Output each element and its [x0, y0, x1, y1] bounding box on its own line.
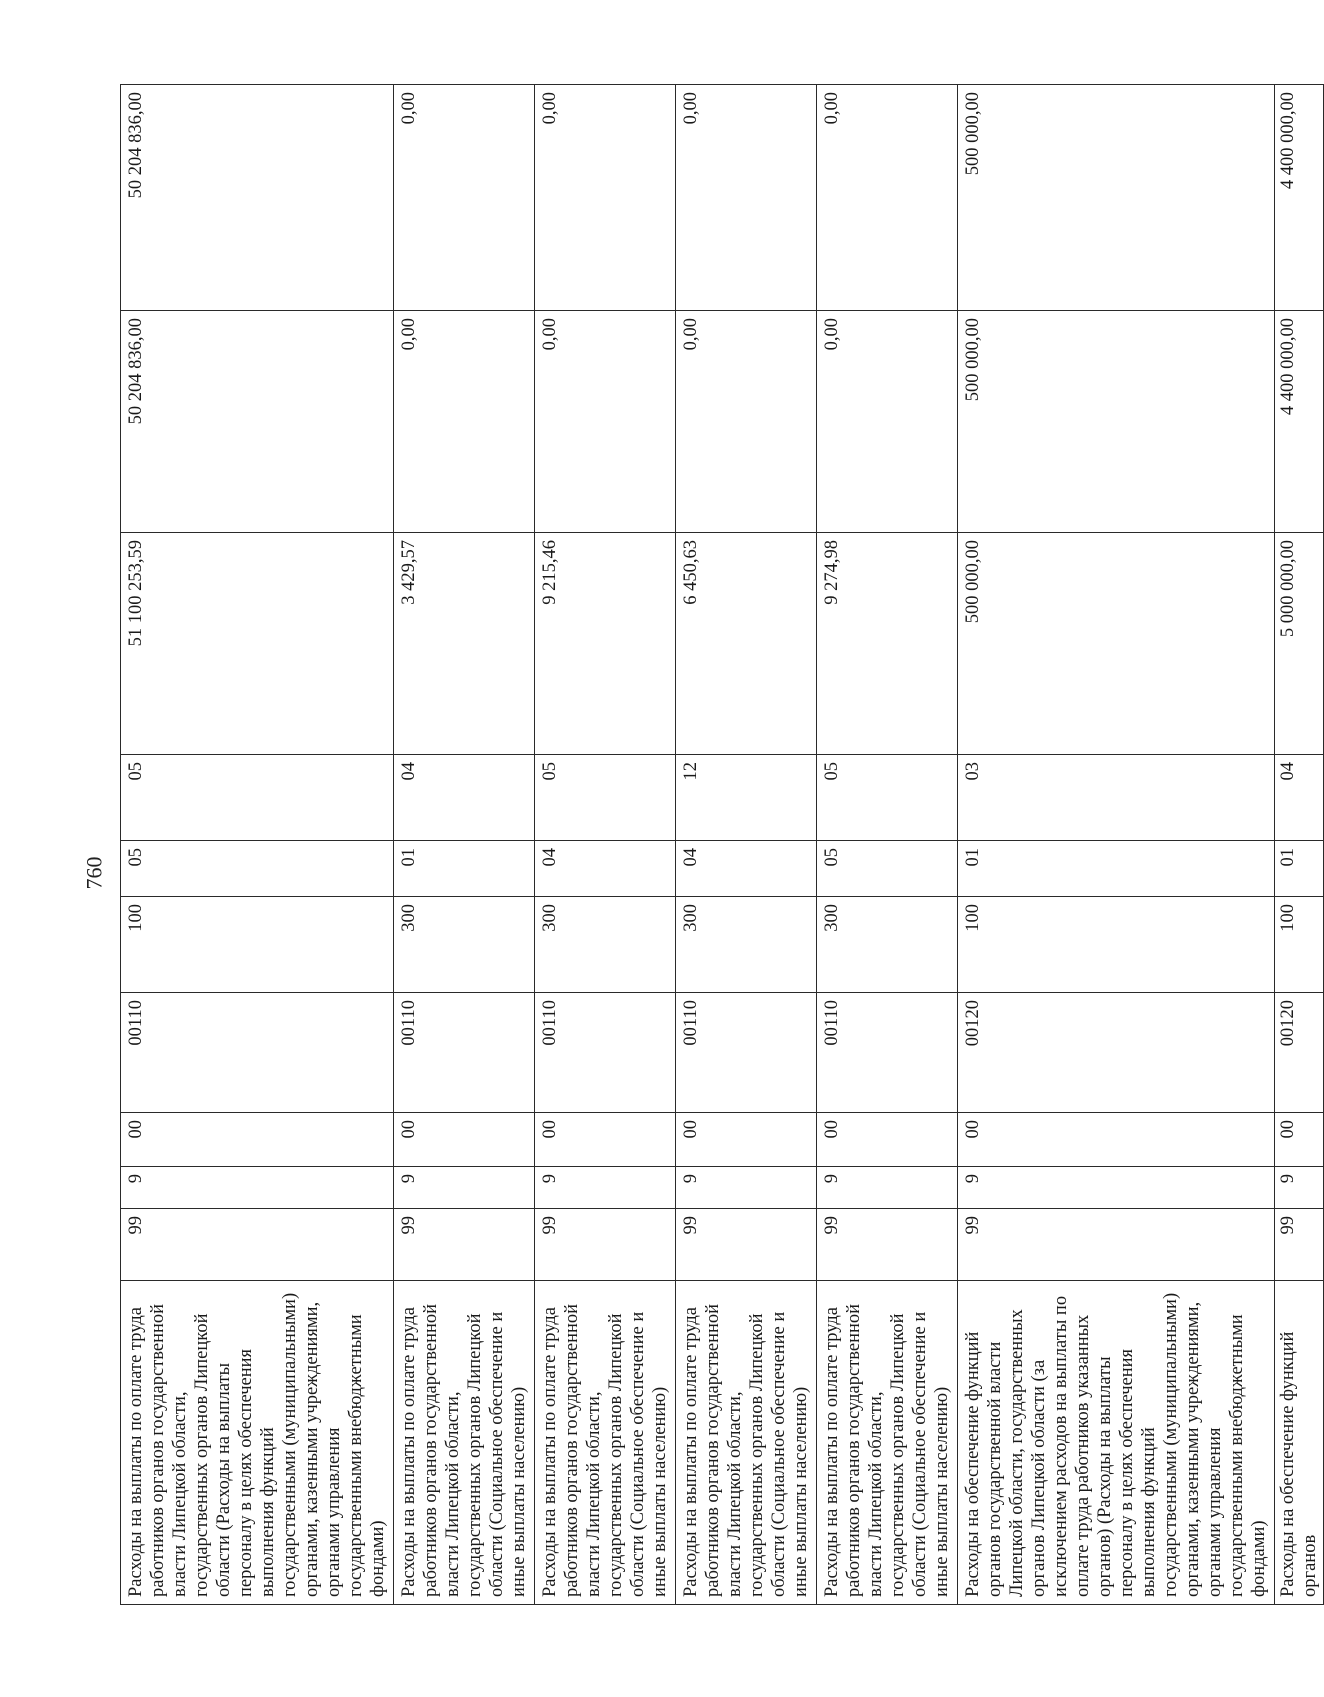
direction-code: 00120: [958, 993, 1275, 1113]
table-row: [1275, 85, 1324, 1605]
program-code: 99: [817, 1209, 958, 1281]
rotated-page-content: [120, 85, 1320, 1605]
subsection-code: 05: [817, 755, 958, 841]
section-code: 01: [394, 841, 535, 897]
table-row: [121, 85, 394, 1605]
direction-code: 00120: [1275, 993, 1324, 1113]
row-description: Расходы на обеспечение функций органов: [1275, 1281, 1324, 1605]
subsection-code: 05: [121, 755, 394, 841]
subprogram-code: 9: [535, 1167, 676, 1209]
section-code: 05: [817, 841, 958, 897]
table-row: [958, 85, 1275, 1605]
subprogram-code: 9: [676, 1167, 817, 1209]
amount-year-3: 0,00: [676, 85, 817, 311]
expense-type-code: 100: [1275, 897, 1324, 993]
page-number: 760: [81, 856, 107, 890]
amount-year-3: 500 000,00: [958, 85, 1275, 311]
amount-year-3: 0,00: [394, 85, 535, 311]
program-code: 99: [535, 1209, 676, 1281]
program-code: 99: [394, 1209, 535, 1281]
subsection-code: 05: [535, 755, 676, 841]
direction-code: 00110: [817, 993, 958, 1113]
amount-year-2: 500 000,00: [958, 311, 1275, 533]
main-event-code: 00: [535, 1113, 676, 1167]
amount-year-2: 0,00: [676, 311, 817, 533]
table-row: [394, 85, 535, 1605]
program-code: 99: [958, 1209, 1275, 1281]
main-event-code: 00: [958, 1113, 1275, 1167]
row-description: Расходы на выплаты по оплате труда работников органов государственной власти Липецкой области, государственных органов Липецкой области (Социальное обеспечение и иные выплаты населению): [676, 1281, 817, 1605]
table-row: [817, 85, 958, 1605]
expense-type-code: 300: [676, 897, 817, 993]
budget-table: [120, 84, 1324, 1605]
table-row: [676, 85, 817, 1605]
subprogram-code: 9: [817, 1167, 958, 1209]
main-event-code: 00: [676, 1113, 817, 1167]
amount-year-3: 0,00: [817, 85, 958, 311]
amount-year-1: 5 000 000,00: [1275, 533, 1324, 755]
expense-type-code: 300: [535, 897, 676, 993]
amount-year-1: 9 215,46: [535, 533, 676, 755]
row-description: Расходы на обеспечение функций органов государственной власти Липецкой области, государственных органов Липецкой области (за исключением расходов на выплаты по оплате труда работников указанных органов) (Расходы на выплаты персоналу в целях обеспечения выполнения функций государственными (муниципальными) органами, казенными учреждениями, органами управления государственными внебюджетными фондами): [958, 1281, 1275, 1605]
amount-year-2: 0,00: [535, 311, 676, 533]
amount-year-1: 9 274,98: [817, 533, 958, 755]
row-description: Расходы на выплаты по оплате труда работников органов государственной власти Липецкой области, государственных органов Липецкой области (Социальное обеспечение и иные выплаты населению): [535, 1281, 676, 1605]
program-code: 99: [676, 1209, 817, 1281]
amount-year-1: 500 000,00: [958, 533, 1275, 755]
section-code: 04: [676, 841, 817, 897]
section-code: 04: [535, 841, 676, 897]
program-code: 99: [121, 1209, 394, 1281]
amount-year-3: 50 204 836,00: [121, 85, 394, 311]
direction-code: 00110: [394, 993, 535, 1113]
subprogram-code: 9: [1275, 1167, 1324, 1209]
direction-code: 00110: [676, 993, 817, 1113]
main-event-code: 00: [1275, 1113, 1324, 1167]
table-row: [535, 85, 676, 1605]
direction-code: 00110: [121, 993, 394, 1113]
row-description: Расходы на выплаты по оплате труда работников органов государственной власти Липецкой области, государственных органов Липецкой области (Расходы на выплаты персоналу в целях обеспечения выполнения функций государственными (муниципальными) органами, казенными учреждениями, органами управления государственными внебюджетными фондами): [121, 1281, 394, 1605]
amount-year-1: 51 100 253,59: [121, 533, 394, 755]
section-code: 01: [1275, 841, 1324, 897]
amount-year-2: 0,00: [394, 311, 535, 533]
table-body: [121, 85, 1324, 1605]
subsection-code: 04: [394, 755, 535, 841]
subsection-code: 04: [1275, 755, 1324, 841]
amount-year-2: 0,00: [817, 311, 958, 533]
amount-year-3: 4 400 000,00: [1275, 85, 1324, 311]
subsection-code: 12: [676, 755, 817, 841]
subprogram-code: 9: [394, 1167, 535, 1209]
row-description: Расходы на выплаты по оплате труда работников органов государственной власти Липецкой области, государственных органов Липецкой области (Социальное обеспечение и иные выплаты населению): [394, 1281, 535, 1605]
main-event-code: 00: [121, 1113, 394, 1167]
section-code: 01: [958, 841, 1275, 897]
direction-code: 00110: [535, 993, 676, 1113]
subprogram-code: 9: [958, 1167, 1275, 1209]
expense-type-code: 100: [121, 897, 394, 993]
amount-year-2: 4 400 000,00: [1275, 311, 1324, 533]
expense-type-code: 300: [817, 897, 958, 993]
amount-year-1: 3 429,57: [394, 533, 535, 755]
amount-year-1: 6 450,63: [676, 533, 817, 755]
main-event-code: 00: [394, 1113, 535, 1167]
subprogram-code: 9: [121, 1167, 394, 1209]
amount-year-2: 50 204 836,00: [121, 311, 394, 533]
expense-type-code: 100: [958, 897, 1275, 993]
row-description: Расходы на выплаты по оплате труда работников органов государственной власти Липецкой области, государственных органов Липецкой области (Социальное обеспечение и иные выплаты населению): [817, 1281, 958, 1605]
section-code: 05: [121, 841, 394, 897]
amount-year-3: 0,00: [535, 85, 676, 311]
program-code: 99: [1275, 1209, 1324, 1281]
subsection-code: 03: [958, 755, 1275, 841]
expense-type-code: 300: [394, 897, 535, 993]
main-event-code: 00: [817, 1113, 958, 1167]
